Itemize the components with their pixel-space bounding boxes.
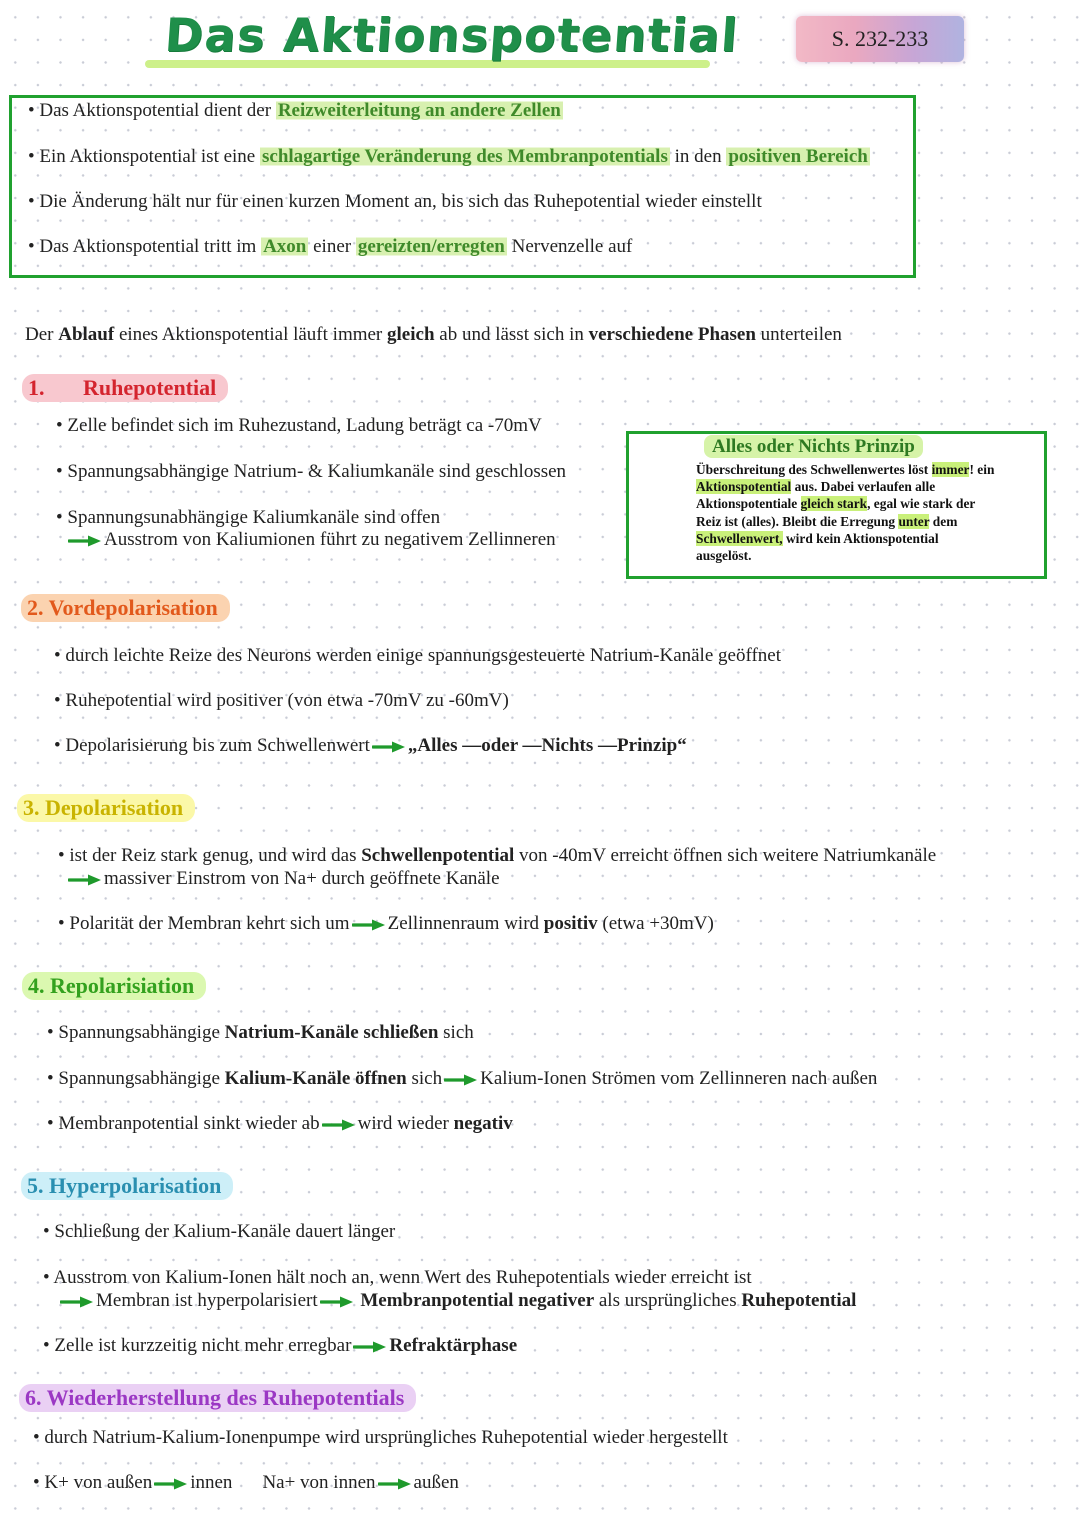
phase-6-bullet-2: • K+ von außen innen Na+ von innen außen bbox=[33, 1472, 459, 1493]
principle-title: Alles oder Nichts Prinzip bbox=[704, 435, 923, 458]
phase-3-arrow-line: massiver Einstrom von Na+ durch geöffnete Kanäle bbox=[66, 867, 500, 890]
intro-bullet-2: • Ein Aktionspotential ist eine schlagartige Veränderung des Membranpotentials in den positiven Bereich bbox=[28, 146, 868, 167]
phase-4-bullet-2: • Spannungsabhängige Kalium-Kanäle öffnen sich Kalium-Ionen Strömen vom Zellinneren nach außen bbox=[47, 1068, 878, 1089]
arrow-right-icon bbox=[353, 1340, 387, 1354]
phase-1-bullet-3: • Spannungsunabhängige Kaliumkanäle sind offen bbox=[56, 507, 441, 528]
phase-1-heading: 1. Ruhepotential bbox=[22, 374, 228, 402]
principle-text: Überschreitung des Schwellenwertes löst immer! ein Aktionspotential aus. Dabei verlaufen alle Aktionspotentiale gleich stark, egal wie stark der Reiz ist (alles). Bleibt die Erregung unter dem Schwellenwert, wird kein Aktionspotential ausgelöst. bbox=[696, 462, 995, 564]
phase-4-heading: 4. Repolarisiation bbox=[22, 972, 206, 1000]
phase-4-bullet-1: • Spannungsabhängige Natrium-Kanäle schließen sich bbox=[47, 1022, 474, 1043]
arrow-right-icon bbox=[320, 1295, 354, 1309]
arrow-right-icon bbox=[372, 740, 406, 754]
phase-3-bullet-2: • Polarität der Membran kehrt sich um Zellinnenraum wird positiv (etwa +30mV) bbox=[58, 913, 714, 934]
phase-5-heading: 5. Hyperpolarisation bbox=[21, 1172, 233, 1200]
phase-1-arrow-line: Ausstrom von Kaliumionen führt zu negativem Zellinneren bbox=[66, 528, 556, 551]
arrow-right-icon bbox=[322, 1118, 356, 1132]
arrow-right-icon bbox=[378, 1477, 412, 1491]
phase-2-heading: 2. Vordepolarisation bbox=[21, 594, 230, 622]
phase-5-arrow-line: Membran ist hyperpolarisiert Membranpotential negativer als ursprüngliches Ruhepotential bbox=[58, 1289, 856, 1312]
arrow-right-icon bbox=[154, 1477, 188, 1491]
phase-4-bullet-3: • Membranpotential sinkt wieder ab wird wieder negativ bbox=[47, 1113, 513, 1134]
summary-text: Der Ablauf eines Aktionspotential läuft immer gleich ab und lässt sich in verschiedene Phasen unterteilen bbox=[25, 324, 842, 345]
phase-3-bullet-1: • ist der Reiz stark genug, und wird das Schwellenpotential von -40mV erreicht öffnen sich weitere Natriumkanäle bbox=[58, 845, 937, 866]
phase-1-bullet-2: • Spannungsabhängige Natrium- & Kaliumkanäle sind geschlossen bbox=[56, 461, 567, 482]
phase-5-bullet-1: • Schließung der Kalium-Kanäle dauert länger bbox=[43, 1221, 396, 1242]
phase-6-heading: 6. Wiederherstellung des Ruhepotentials bbox=[19, 1384, 416, 1412]
intro-bullet-4: • Das Aktionspotential tritt im Axon einer gereizten/erregten Nervenzelle auf bbox=[28, 236, 633, 257]
phase-6-bullet-1: • durch Natrium-Kalium-Ionenpumpe wird ursprüngliches Ruhepotential wieder hergestellt bbox=[33, 1427, 728, 1448]
phase-2-bullet-3: • Depolarisierung bis zum Schwellenwert „Alles —oder —Nichts —Prinzip“ bbox=[54, 735, 687, 756]
phase-2-bullet-1: • durch leichte Reize des Neurons werden einige spannungsgesteuerte Natrium-Kanäle geöffnet bbox=[54, 645, 781, 666]
phase-3-heading: 3. Depolarisation bbox=[17, 794, 195, 822]
page-title: Das Aktionspotential bbox=[163, 8, 741, 62]
intro-bullet-3: • Die Änderung hält nur für einen kurzen Moment an, bis sich das Ruhepotential wieder einstellt bbox=[28, 191, 762, 212]
phase-5-bullet-2: • Ausstrom von Kalium-Ionen hält noch an, wenn Wert des Ruhepotentials wieder erreicht ist bbox=[43, 1267, 752, 1288]
arrow-right-icon bbox=[68, 873, 102, 887]
phase-5-bullet-3: • Zelle ist kurzzeitig nicht mehr erregbar Refraktärphase bbox=[43, 1335, 518, 1356]
intro-bullet-1: • Das Aktionspotential dient der Reizweiterleitung an andere Zellen bbox=[28, 100, 561, 121]
arrow-right-icon bbox=[60, 1295, 94, 1309]
arrow-right-icon bbox=[352, 918, 386, 932]
arrow-right-icon bbox=[444, 1073, 478, 1087]
arrow-right-icon bbox=[68, 534, 102, 548]
phase-2-bullet-2: • Ruhepotential wird positiver (von etwa -70mV zu -60mV) bbox=[54, 690, 509, 711]
phase-1-bullet-1: • Zelle befindet sich im Ruhezustand, Ladung beträgt ca -70mV bbox=[56, 415, 542, 436]
page-reference-badge: S. 232-233 bbox=[796, 16, 964, 62]
